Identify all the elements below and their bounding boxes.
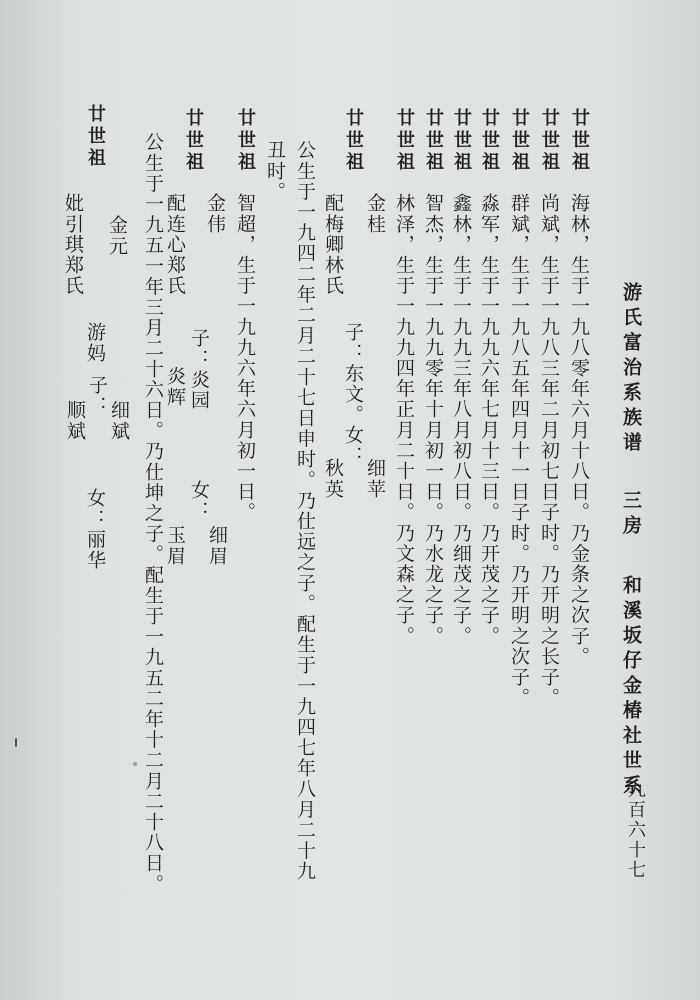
person-name: 金伟: [204, 193, 226, 235]
adopted-line: 游妈: [84, 322, 106, 364]
entry-text: 智杰，生于一九九零年十月初一日。乃水龙之子。: [422, 193, 444, 647]
generation-label: 廿世祖: [183, 108, 204, 174]
entry-text: 林泽，生于一九九四年正月二十日。乃文森之子。: [393, 193, 415, 647]
birth-line-cont: 丑时。: [264, 140, 286, 202]
daughter-label: 女：: [188, 480, 210, 522]
son-name: 顺斌: [64, 400, 86, 442]
spouse-line: 配连心郑氏: [164, 193, 186, 296]
daughter-name: 玉眉: [164, 525, 186, 567]
generation-label: 廿世祖: [539, 108, 560, 174]
children-line: 子：炎园: [188, 328, 210, 411]
birth-line: 公生于一九四二年二月二十七日申时。乃仕远之子。配生于一九四七年八月二十九: [294, 140, 316, 882]
generation-label: 廿世祖: [451, 108, 472, 174]
entry-text: 淼军，生于一九九六年七月十三日。乃开茂之子。: [478, 193, 500, 647]
son-label: 子：: [86, 375, 108, 417]
generation-label: 廿世祖: [479, 108, 500, 174]
daughter-name: 细眉: [206, 525, 228, 567]
generation-label: 廿世祖: [569, 108, 590, 174]
page-number: 九百六十七: [625, 780, 646, 880]
birth-line: 公生于一九五一年三月二十六日。乃仕坤之子。配生于一九五二年十二月二十八日。: [142, 132, 164, 895]
generation-label: 廿世祖: [394, 108, 415, 174]
entry-text: 智超，生于一九九六年六月初一日。: [234, 193, 256, 523]
entry-text: 尚斌，生于一九八三年二月初七日子时。乃开明之长子。: [538, 193, 560, 708]
entry-text: 鑫林，生于一九九三年八月初八日。乃细茂之子。: [450, 193, 472, 647]
generation-label: 廿世祖: [85, 104, 106, 170]
entry-text: 海林，生于一九八零年六月十八日。乃金条之次子。: [568, 193, 590, 667]
person-name: 金元: [106, 215, 128, 257]
daughter-line: 女：丽华: [84, 488, 106, 571]
generation-label: 廿世祖: [235, 108, 256, 174]
spouse-line: 妣引琪郑氏: [62, 193, 84, 296]
son-name: 细斌: [108, 400, 130, 442]
paper-mark: [15, 738, 17, 747]
book-title: 游氏富治系族谱: [620, 282, 642, 457]
generation-label: 廿世祖: [423, 108, 444, 174]
spouse-line: 配梅卿林氏: [322, 193, 344, 296]
person-name: 金桂: [364, 193, 386, 235]
branch-label: 三房: [620, 490, 642, 540]
daughter-name: 细苹: [364, 458, 386, 500]
generation-label: 廿世祖: [343, 108, 364, 174]
son-name: 炎辉: [164, 366, 186, 408]
lineage-place: 和溪坂仔金椿社世系: [620, 575, 642, 800]
children-line: 子：东文。女：: [342, 322, 364, 467]
generation-label: 廿世祖: [509, 108, 530, 174]
daughter-name: 秋英: [322, 458, 344, 500]
entry-text: 群斌，生于一九八五年四月十一日子时。乃开明之次子。: [508, 193, 530, 708]
paper-spot: [133, 762, 137, 766]
